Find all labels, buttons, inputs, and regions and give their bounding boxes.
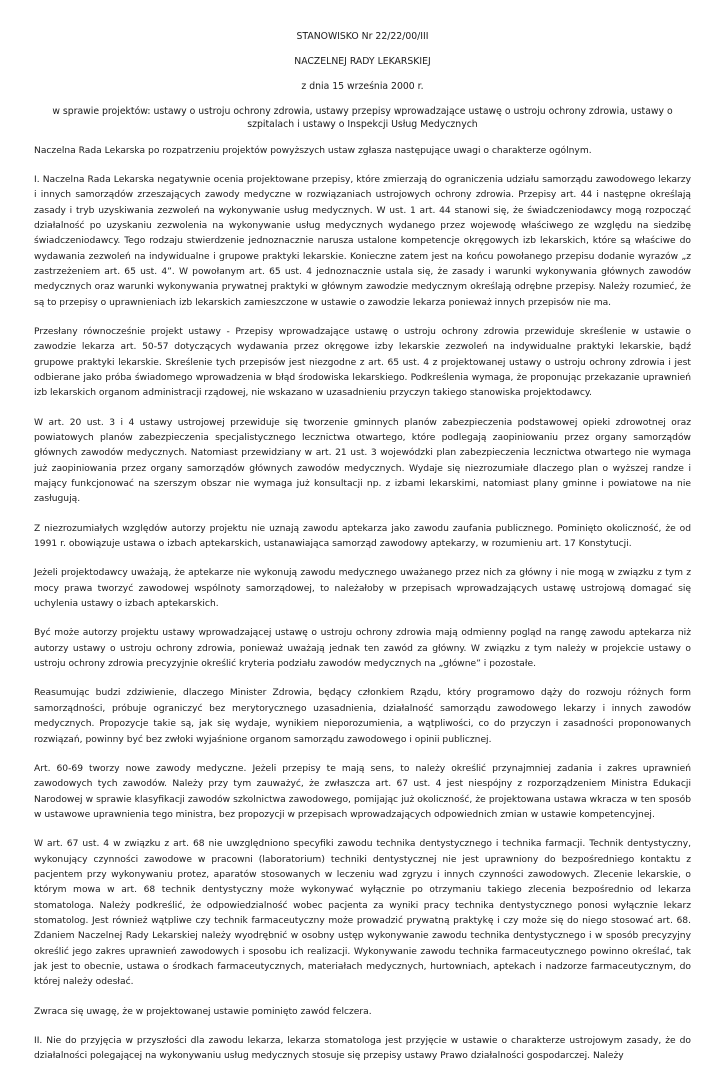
document-date: z dnia 15 września 2000 r.	[301, 81, 424, 92]
body-paragraph: Z niezrozumiałych względów autorzy projektu nie uznają zawodu aptekarza jako zawodu zaufania publicznego. Pominięto okoliczność, że od 1991 r. obowiązuje ustawa o izbach aptekarskich, ustanawiająca samorząd zawodowy aptekarzy, w rozumieniu art. 17 Konstytucji.	[34, 523, 691, 550]
intro-paragraph: Naczelna Rada Lekarska po rozpatrzeniu projektów powyższych ustaw zgłasza następujące uwagi o charakterze ogólnym.	[34, 145, 592, 156]
body-paragraph: Reasumując budzi zdziwienie, dlaczego Minister Zdrowia, będący członkiem Rządu, który programowo dąży do rozwoju różnych form samorządności, próbuje ograniczyć bez merytorycznego uzasadnienia, działalność samorządu zawodowego lekarzy i innych zawodów medycznych. Propozycje takie są, jak się wydaje, wynikiem nieporozumienia, a wątpliwości, co do przyczyn i zasadności proponowanych rozwiązań, powinny być bez zwłoki wyjaśnione organom samorządu zawodowego i opinii publicznej.	[34, 688, 691, 745]
body-paragraph: I. Naczelna Rada Lekarska negatywnie ocenia projektowane przepisy, które zmierzają do ograniczenia udziału samorządu zawodowego lekarzy i innych samorządów zrzeszających zawody medyczne w rozwiązaniach ustrojowych ochrony zdrowia. Przepisy art. 44 i następne określają zasady i tryb uzyskiwania zezwoleń na wykonywanie usług medycznych. W ust. 1 art. 44 stanowi się, że świadczeniodawcy mogą rozpocząć działalność po uzyskaniu zezwolenia na wykonywanie usług medycznych wydanego przez wojewodę właściwego ze względu na siedzibę świadczeniodawcy. Tego rodzaju stwierdzenie jednoznacznie narusza ustalone kompetencje okręgowych izb lekarskich, które są właściwe do wydawania zezwoleń na indywidualne i grupowe praktyki lekarskie. Konieczne zatem jest na końcu powołanego przepisu dodanie wyrazów „z zastrzeżeniem art. 65 ust. 4”. W powołanym art. 65 ust. 4 jednoznacznie ustala się, że zasady i warunki wykonywania głównych zawodów medycznych oraz warunki wykonywania prywatnej praktyki w głównym zawodzie medycznym określają odrębne przepisy. Należy rozumieć, że są to przepisy o uprawnieniach izb lekarskich zamieszczone w ustawie o zawodzie lekarza ponieważ innych przepisów nie ma.	[34, 174, 691, 308]
body-paragraph: Zwraca się uwagę, że w projektowanej ustawie pominięto zawód felczera.	[34, 1006, 372, 1017]
body-paragraph: Art. 60-69 tworzy nowe zawody medyczne. Jeżeli przepisy te mają sens, to należy określić przynajmniej zadania i zakres uprawnień zawodowych tych zawodów. Należy przy tym zauważyć, że zwłaszcza art. 67 ust. 4 jest niespójny z rozporządzeniem Ministra Edukacji Narodowej w sprawie klasyfikacji zawodów szkolnictwa zawodowego, pomijając już okoliczność, że projektowana ustawa wkracza w ten sposób w ustawowe uprawnienia tego ministra, bez propozycji w przepisach wprowadzających odpowiednich zmian w ustawie kompetencyjnej.	[34, 763, 691, 820]
document-title: STANOWISKO Nr 22/22/00/III	[296, 31, 429, 42]
body-paragraph: Przesłany równocześnie projekt ustawy - Przepisy wprowadzające ustawę o ustroju ochrony zdrowia przewiduje skreślenie w ustawie o zawodzie lekarza art. 50-57 dotyczących wydawania przez okręgowe izby lekarskie zezwoleń na indywidualne praktyki lekarskie, bądź grupowe praktyki lekarskie. Skreślenie tych przepisów jest niezgodne z art. 65 ust. 4 z projektowanej ustawy o ustroju ochrony zdrowia i jest odbierane jako próba świadomego wprowadzenia w błąd środowiska lekarskiego. Podkreślenia wymaga, że proponując przekazanie uprawnień izb lekarskich organom administracji rządowej, nie wskazano w uzasadnieniu przyczyn takiego stanowiska projektodawcy.	[34, 326, 691, 399]
body-paragraph: Być może autorzy projektu ustawy wprowadzającej ustawę o ustroju ochrony zdrowia mają odmienny pogląd na rangę zawodu aptekarza niż autorzy ustawy o ustroju ochrony zdrowia, ponieważ uważają jednak ten zawód za główny. W związku z tym należy w projekcie ustawy o ustroju ochrony zdrowia precyzyjnie określić kryteria podziału zawodów medycznych na „główne” i pozostałe.	[34, 628, 691, 670]
body-paragraph: II. Nie do przyjęcia w przyszłości dla zawodu lekarza, lekarza stomatologa jest przyjęcie w ustawie o charakterze ustrojowym zasady, że do działalności polegającej na wykonywaniu usług medycznych stosuje się przepisy ustawy Prawo działalności gospodarczej. Należy	[34, 1036, 691, 1062]
body-paragraph: Jeżeli projektodawcy uważają, że aptekarze nie wykonują zawodu medycznego uważanego przez nich za główny i nie mogą w związku z tym z mocy prawa tworzyć zawodowej wspólnoty samorządowej, to należałoby w przepisach wprowadzających ustawę ustrojową domagać się uchylenia ustawy o izbach aptekarskich.	[34, 568, 691, 610]
document-subject: w sprawie projektów: ustawy o ustroju ochrony zdrowia, ustawy przepisy wprowadzające ustawę o ustroju ochrony zdrowia, ustawy o szpitalach i ustawy o Inspekcji Usług Medycznych	[52, 105, 673, 130]
body-paragraph: W art. 20 ust. 3 i 4 ustawy ustrojowej przewiduje się tworzenie gminnych planów zabezpieczenia podstawowej opieki zdrowotnej oraz powiatowych planów zabezpieczenia specjalistycznego lecznictwa otwartego, które podlegają zaopiniowaniu przez organy samorządów głównych zawodów medycznych. Natomiast przewidziany w art. 21 ust. 3 wojewódzki plan zabezpieczenia lecznictwa otwartego nie wymaga już zaopiniowania przez organy samorządów głównych zawodów medycznych. Wydaje się niezrozumiałe dlaczego plan o wyższej randze i mający funkcjonować na szerszym obszar nie wymaga już konsultacji np. z izbami lekarskimi, natomiast plany gminne i powiatowe na nie zasługują.	[34, 417, 691, 505]
body-paragraph: W art. 67 ust. 4 w związku z art. 68 nie uwzględniono specyfiki zawodu technika dentystycznego i technika farmacji. Technik dentystyczny, wykonujący czynności zawodowe w pracowni (laboratorium) techniki dentystycznej nie jest uprawniony do bezpośredniego kontaktu z pacjentem przy wykonywaniu protez, aparatów stosowanych w leczeniu wad zgryzu i innych czynności zawodowych. Zlecenie lekarskie, o którym mowa w art. 68 technik dentystyczny może wykonywać wyłącznie po otrzymaniu takiego zlecenia bezpośrednio od lekarza stomatologa. Należy podkreślić, że odpowiedzialność wobec pacjenta za wyniki pracy technika dentystycznego ponosi wyłącznie lekarz stomatolog. Jest również wątpliwe czy technik farmaceutyczny może prowadzić prywatną praktykę i czy może się do niego stosować art. 68. Zdaniem Naczelnej Rady Lekarskiej należy wyodrębnić w osobny ustęp wykonywanie zawodu technika dentystycznego i w sposób precyzyjny określić jego zakres uprawnień zawodowych i sposobu ich realizacji. Wykonywanie zawodu technika farmaceutycznego powinno określać, tak jak jest to obecnie, ustawa o środkach farmaceutycznych, materiałach medycznych, hurtowniach, aptekach i nadzorze farmaceutycznym, do której należy odesłać.	[34, 839, 691, 988]
issuing-body: NACZELNEJ RADY LEKARSKIEJ	[294, 55, 431, 67]
